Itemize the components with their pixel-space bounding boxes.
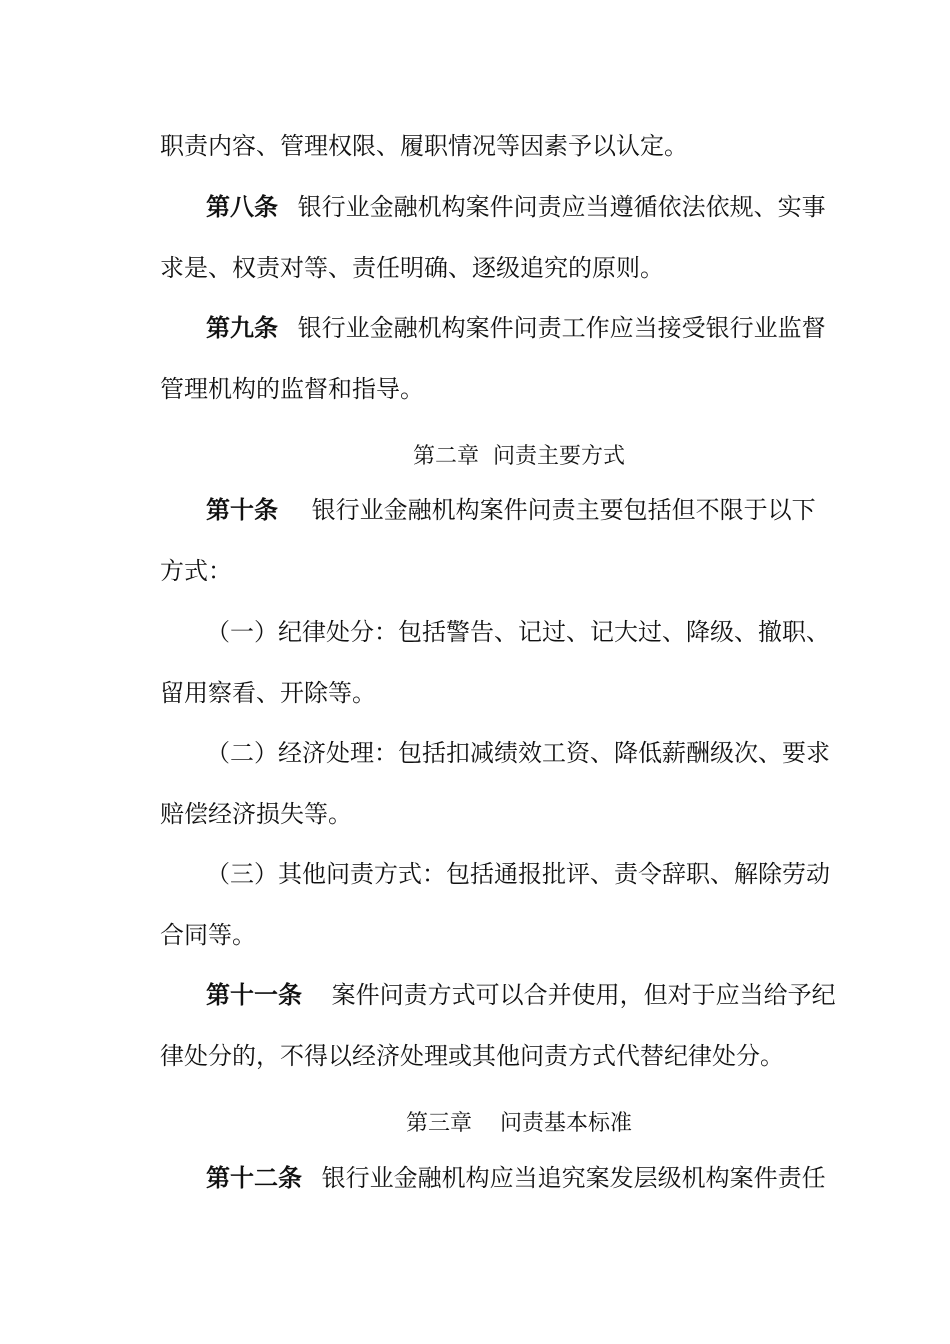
article-8-number: 第八条	[206, 193, 278, 221]
chapter-3-heading: 第三章 问责基本标准	[406, 1111, 632, 1136]
item-2-line-1: （二）经济处理：包括扣减绩效工资、降低薪酬级次、要求	[206, 739, 830, 767]
item-3-line-1: （三）其他问责方式：包括通报批评、责令辞职、解除劳动	[206, 860, 830, 888]
item-3-line-2: 合同等。	[160, 921, 256, 949]
chapter-2-heading: 第二章 问责主要方式	[413, 444, 625, 469]
article-12-line-1	[206, 1160, 850, 1196]
item-1-line-2: 留用察看、开除等。	[160, 679, 376, 707]
article-11-number: 第十一条	[206, 981, 302, 1009]
item-2-line-2: 赔偿经济损失等。	[160, 800, 352, 828]
article-11-line-1	[206, 977, 850, 1013]
article-10-line-2: 方式：	[160, 557, 232, 585]
article-10-line-1	[206, 492, 850, 528]
article-9-number: 第九条	[206, 314, 278, 342]
article-12-text: 银行业金融机构应当追究案发层级机构案件责任	[321, 1164, 826, 1192]
item-1-line-1: （一）纪律处分：包括警告、记过、记大过、降级、撤职、	[206, 618, 830, 646]
article-11-text: 案件问责方式可以合并使用，但对于应当给予纪	[331, 981, 836, 1009]
article-10-text: 银行业金融机构案件问责主要包括但不限于以下	[311, 496, 816, 524]
article-9-text: 银行业金融机构案件问责工作应当接受银行业监督	[297, 314, 826, 342]
article-9-line-2: 管理机构的监督和指导。	[160, 375, 424, 403]
paragraph-line: 职责内容、管理权限、履职情况等因素予以认定。	[160, 132, 688, 160]
article-10-number: 第十条	[206, 496, 278, 524]
article-11-line-2: 律处分的，不得以经济处理或其他问责方式代替纪律处分。	[160, 1042, 784, 1070]
article-8-line-2: 求是、权责对等、责任明确、逐级追究的原则。	[160, 254, 664, 282]
article-8-line-1	[206, 189, 850, 225]
article-8-text: 银行业金融机构案件问责应当遵循依法依规、实事	[297, 193, 826, 221]
article-12-number: 第十二条	[206, 1164, 302, 1192]
article-9-line-1	[206, 310, 850, 346]
